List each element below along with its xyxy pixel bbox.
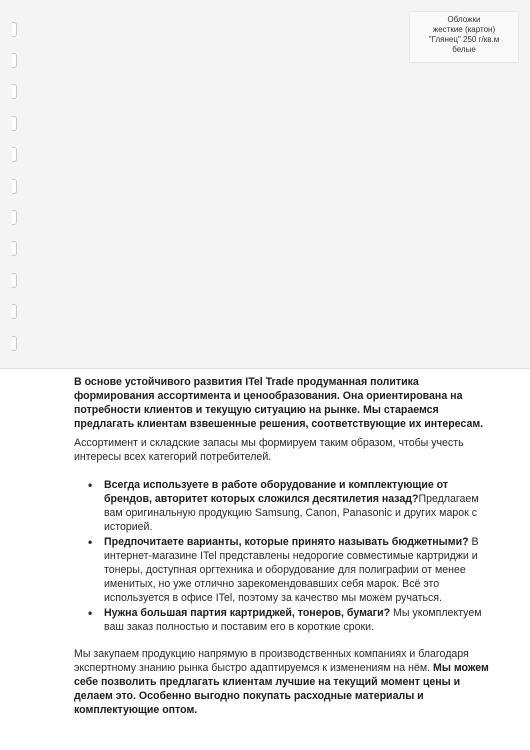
list-item-bold: Нужна большая партия картриджей, тонеров, бумаги?: [104, 607, 391, 619]
binding-hole: [12, 304, 17, 319]
binding-hole: [12, 210, 17, 225]
closing-bold: Мы можем себе позволить предлагать клиентам лучшие на текущий момент цены и делаем это. Особенно выгодно покупать расходные материалы и комплектующие оптом.: [74, 662, 489, 716]
binding-hole: [12, 336, 17, 351]
feature-list: [74, 478, 494, 634]
label-line: "Глянец" 250 г/кв.м: [428, 35, 500, 44]
binding-hole: [12, 147, 17, 162]
list-item: [104, 535, 494, 605]
product-label: [410, 12, 518, 62]
list-item-text: Мы укомплектуем ваш заказ полностью и поставим его в короткие сроки.: [104, 607, 482, 633]
list-item-text: Предлагаем вам оригинальную продукцию Samsung, Canon, Panasonic и других марок с историей.: [104, 493, 479, 533]
binding-hole: [12, 116, 17, 131]
text-block: [74, 375, 494, 717]
label-line: Обложки: [447, 15, 481, 24]
binding-hole: [12, 84, 17, 99]
assortment-paragraph: Ассортимент и складские запасы мы формируем таким образом, чтобы учесть интересы всех категорий потребителей.: [74, 437, 464, 463]
list-item: [104, 606, 494, 634]
closing-text: Мы закупаем продукцию напрямую в производственных компаниях и благодаря экспертному знанию рынка быстро адаптируемся к изменениям на нём.: [74, 648, 469, 674]
list-item-bold: Предпочитаете варианты, которые принято называть бюджетными?: [104, 536, 469, 548]
label-line: белые: [452, 45, 476, 54]
list-item-bold: Всегда используете в работе оборудование и комплектующие от брендов, авторитет которых сложился десятилетия назад?: [104, 479, 449, 505]
binding-hole: [12, 53, 17, 68]
binding-hole: [12, 22, 17, 37]
cover-sample-sheet: [0, 0, 530, 369]
binding-hole: [12, 179, 17, 194]
binding-hole: [12, 241, 17, 256]
intro-bold: В основе устойчивого развития ITel Trade продуманная политика формирования ассортимента и ценообразования. Она ориентирована на потребности клиентов и текущую ситуацию на рынке. Мы стараемся предлагать клиентам взвешенные решения, соответствующие их интересам.: [74, 376, 484, 430]
list-item: [104, 478, 494, 534]
list-item-text: В интернет-магазине ITel представлены недорогие совместимые картриджи и тонеры, доступная оргтехника и оборудование для полиграфии от менее именитых, но уже отлично зарекомендовавших себя марок. Всё это используется в офисе ITel, поэтому за качество мы можем ручаться.: [104, 536, 479, 604]
closing-paragraph: [74, 647, 494, 717]
binding-hole: [12, 273, 17, 288]
intro-paragraph: [74, 375, 494, 431]
label-line: жесткие (картон): [432, 25, 496, 34]
